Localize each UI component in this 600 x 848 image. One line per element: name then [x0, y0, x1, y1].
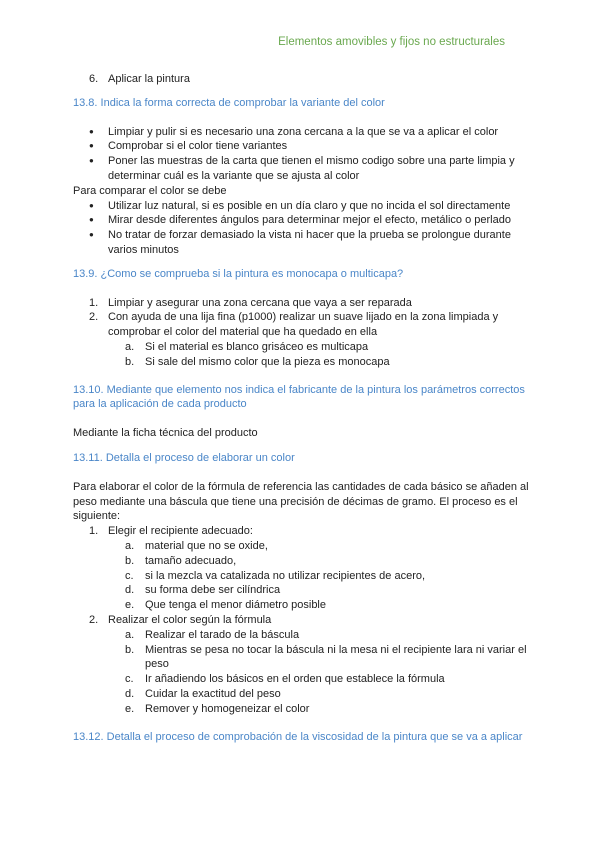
document-body [73, 72, 531, 745]
list-item [73, 628, 531, 643]
item-number: 1. [89, 525, 99, 538]
list-item [73, 687, 531, 702]
list-item [73, 672, 531, 687]
sub-list-13-9 [73, 340, 531, 370]
item-letter: b. [125, 643, 135, 656]
heading-13-10: 13.10. Mediante que elemento nos indica el fabricante de la pintura los parámetros correctos para la aplicación de cada producto [73, 383, 525, 411]
list-item [73, 583, 531, 598]
item-text: Limpiar y asegurar una zona cercana que vaya a ser reparada [108, 296, 412, 309]
bullet-list-13-8 [73, 125, 531, 184]
item-text: tamaño adecuado, [145, 554, 237, 567]
list-item [73, 340, 531, 355]
item-text: Cuidar la exactitud del peso [145, 687, 281, 700]
sub-list-container [73, 539, 531, 613]
list-item [73, 524, 531, 539]
numbered-list-13-11-b [73, 613, 531, 628]
list-item [73, 569, 531, 584]
list-item [73, 702, 531, 717]
item-text: su forma debe ser cilíndrica [145, 584, 281, 597]
numbered-list-13-9 [73, 296, 531, 340]
item-number: 2. [89, 613, 99, 626]
list-item [73, 355, 531, 370]
item-text: Ir añadiendo los básicos en el orden que establece la fórmula [145, 673, 445, 686]
item-text: Realizar el tarado de la báscula [145, 628, 300, 641]
list-item: ● Poner las muestras de la carta que tienen el mismo codigo sobre una parte limpia y determinar cuál es la variante que se ajusta al color [73, 154, 531, 184]
list-item: ● Utilizar luz natural, si es posible en un día claro y que no incida el sol directamente [73, 199, 531, 214]
top-list [73, 72, 531, 87]
item-number: 6. [89, 73, 99, 85]
heading-13-11: 13.11. Detalla el proceso de elaborar un color [73, 451, 295, 464]
bullet-list-compare [73, 199, 531, 258]
page-header: Elementos amovibles y fijos no estructurales [278, 36, 505, 48]
item-text: Si el material es blanco grisáceo es multicapa [145, 340, 369, 353]
item-text: si la mezcla va catalizada no utilizar recipientes de acero, [145, 569, 426, 582]
list-item [73, 643, 531, 673]
list-item [73, 296, 531, 311]
item-number: 1. [89, 296, 99, 309]
item-text: Si sale del mismo color que la pieza es monocapa [145, 355, 390, 368]
list-item [73, 613, 531, 628]
item-letter: c. [125, 569, 134, 582]
paragraph: Para comparar el color se debe [73, 184, 227, 197]
list-item [73, 310, 531, 340]
item-letter: e. [125, 599, 135, 612]
item-text: Elegir el recipiente adecuado: [108, 525, 253, 538]
item-number: 2. [89, 311, 99, 324]
list-item [73, 554, 531, 569]
item-text: Remover y homogeneizar el color [145, 702, 310, 715]
item-text: Con ayuda de una lija fina (p1000) realizar un suave lijado en la zona limpiada y comprobar el color del material que ha quedado en ella [108, 311, 499, 339]
item-letter: e. [125, 702, 135, 715]
list-item: ● Comprobar si el color tiene variantes [73, 139, 531, 154]
heading-13-9: 13.9. ¿Como se comprueba si la pintura es monocapa o multicapa? [73, 267, 404, 280]
item-text: Mientras se pesa no tocar la báscula ni la mesa ni el recipiente lara ni variar el peso [145, 643, 527, 671]
heading-13-12: 13.12. Detalla el proceso de comprobación de la viscosidad de la pintura que se va a aplicar [73, 731, 523, 744]
item-text: Que tenga el menor diámetro posible [145, 599, 326, 612]
heading-13-8: 13.8. Indica la forma correcta de comprobar la variante del color [73, 96, 385, 109]
paragraph-intro: Para elaborar el color de la fórmula de referencia las cantidades de cada básico se añaden al peso mediante una báscula que tiene una precisión de décimas de gramo. El proceso es el siguiente: [73, 480, 529, 523]
item-letter: a. [125, 539, 135, 552]
item-letter: a. [125, 628, 135, 641]
list-item [73, 539, 531, 554]
paragraph-answer: Mediante la ficha técnica del producto [73, 427, 258, 440]
item-letter: d. [125, 687, 135, 700]
numbered-list-13-11-a [73, 524, 531, 539]
list-item: ● Limpiar y pulir si es necesario una zona cercana a la que se va a aplicar el color [73, 125, 531, 140]
item-letter: b. [125, 554, 135, 567]
item-text: material que no se oxide, [145, 539, 268, 552]
list-item: ● Mirar desde diferentes ángulos para determinar mejor el efecto, metálico o perlado [73, 213, 531, 228]
list-item [73, 598, 531, 613]
item-letter: c. [125, 673, 134, 686]
item-text: Realizar el color según la fórmula [108, 613, 272, 626]
list-item: ● No tratar de forzar demasiado la vista ni hacer que la prueba se prolongue durante varios minutos [73, 228, 531, 258]
item-letter: d. [125, 584, 135, 597]
sub-list-format [73, 628, 531, 717]
item-letter: b. [125, 355, 135, 368]
list-item [73, 72, 531, 87]
item-letter: a. [125, 340, 135, 353]
item-text: Aplicar la pintura [108, 73, 190, 85]
